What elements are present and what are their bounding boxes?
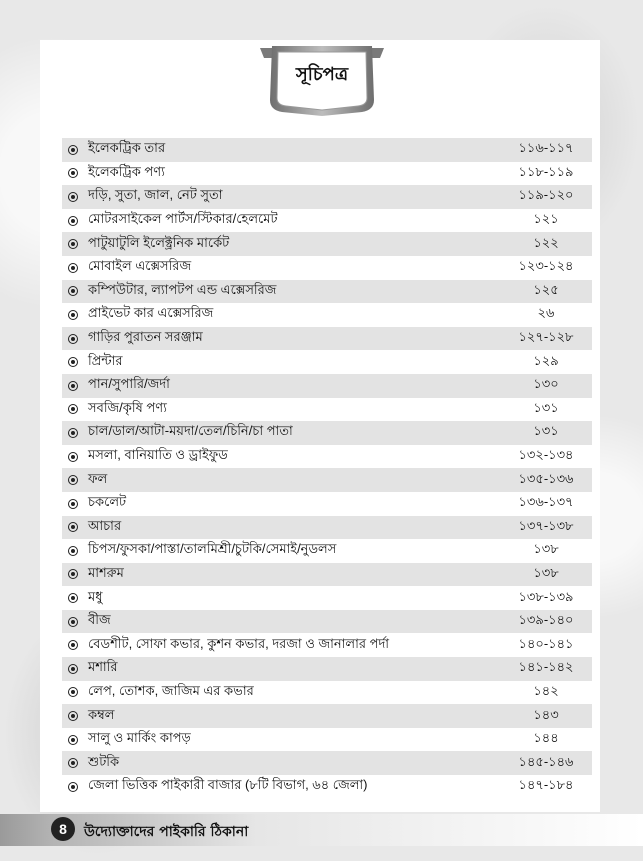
- toc-entry-label: প্রাইভেট কার এক্সেসরিজ: [88, 305, 214, 321]
- toc-entry-pages: ১৪১-১৪২: [518, 659, 574, 675]
- toc-entry-pages: ১৩৮-১৩৯: [518, 588, 574, 604]
- toc-entry-label: চাল/ডাল/আটা-ময়দা/তেল/চিনি/চা পাতা: [88, 423, 293, 439]
- toc-entry-label: লেপ, তোশক, জাজিম এর কভার: [88, 682, 254, 698]
- bullet-icon: [68, 404, 78, 414]
- toc-entry-pages: ১২১: [533, 211, 559, 227]
- bullet-icon: [68, 758, 78, 768]
- toc-row: [62, 445, 592, 469]
- toc-row: [62, 751, 592, 775]
- toc-row: [62, 303, 592, 327]
- toc-entry-label: বেডশীট, সোফা কভার, কুশন কভার, দরজা ও জানালার পর্দা: [88, 635, 390, 651]
- toc-entry-label: চকলেট: [88, 494, 127, 510]
- toc-entry-label: পান/সুপারি/জর্দা: [88, 376, 170, 392]
- bullet-icon: [68, 687, 78, 697]
- toc-entry-label: ফল: [88, 470, 108, 486]
- toc-entry-label: মোবাইল এক্সেসরিজ: [88, 258, 192, 274]
- toc-entry-pages: ১৪৪: [533, 730, 559, 746]
- bullet-icon: [68, 263, 78, 273]
- toc-row: [62, 185, 592, 209]
- toc-row: [62, 633, 592, 657]
- toc-entry-pages: ১৪৫-১৪৬: [518, 753, 574, 769]
- bullet-icon: [68, 357, 78, 367]
- toc-entry-label: মসলা, বানিয়াতি ও ড্রাইফুড: [88, 447, 228, 463]
- bullet-icon: [68, 522, 78, 532]
- toc-entry-label: প্রিন্টার: [88, 352, 123, 368]
- toc-entry-pages: ১৩৭-১৩৮: [518, 517, 574, 533]
- toc-entry-label: ইলেকট্রিক পণ্য: [88, 163, 165, 179]
- bullet-icon: [68, 381, 78, 391]
- bullet-icon: [68, 428, 78, 438]
- footer: [0, 814, 643, 846]
- bullet-icon: [68, 239, 78, 249]
- toc-entry-pages: ১৩০: [533, 376, 559, 392]
- toc-entry-label: পাটুয়াটুলি ইলেক্ট্রনিক মার্কেট: [88, 234, 230, 250]
- toc-entry-pages: ১৩২-১৩৪: [518, 447, 574, 463]
- toc-entry-pages: ১২৫: [533, 281, 559, 297]
- page-title: সূচিপত্র: [295, 64, 349, 85]
- toc-row: [62, 256, 592, 280]
- toc-entry-label: গাড়ির পুরাতন সরঞ্জাম: [88, 329, 203, 345]
- toc-row: [62, 657, 592, 681]
- toc-entry-label: মোটরসাইকেল পার্টস/স্টিকার/হেলমেট: [88, 211, 278, 227]
- bullet-icon: [68, 664, 78, 674]
- toc-row: [62, 232, 592, 256]
- toc-row: [62, 327, 592, 351]
- toc-row: [62, 162, 592, 186]
- bullet-icon: [68, 499, 78, 509]
- toc-entry-label: ইলেকট্রিক তার: [88, 140, 166, 156]
- table-of-contents: [62, 138, 592, 799]
- toc-entry-pages: ১৩৮: [533, 541, 559, 557]
- toc-entry-pages: ১৩৯-১৪০: [518, 612, 574, 628]
- toc-row: [62, 728, 592, 752]
- toc-entry-label: জেলা ভিত্তিক পাইকারী বাজার (৮টি বিভাগ, ৬৪ জেলা): [88, 777, 368, 793]
- toc-row: [62, 610, 592, 634]
- toc-row: [62, 421, 592, 445]
- bullet-icon: [68, 569, 78, 579]
- toc-entry-label: মশারি: [88, 659, 118, 675]
- toc-entry-label: দড়ি, সুতা, জাল, নেট সুতা: [88, 187, 223, 203]
- toc-entry-pages: ১২২: [533, 234, 559, 250]
- toc-entry-pages: ১২৯: [533, 352, 559, 368]
- toc-entry-label: শুটকি: [88, 753, 120, 769]
- bullet-icon: [68, 192, 78, 202]
- bullet-icon: [68, 617, 78, 627]
- toc-row: [62, 209, 592, 233]
- toc-entry-label: চিপস/ফুসকা/পাস্তা/তালমিশ্রী/চুটকি/সেমাই/নুডলস: [88, 541, 337, 557]
- toc-entry-label: মধু: [88, 588, 103, 604]
- footer-title: উদ্যোক্তাদের পাইকারি ঠিকানা: [84, 824, 249, 840]
- bullet-icon: [68, 216, 78, 226]
- toc-entry-label: কম্বল: [88, 706, 115, 722]
- toc-entry-label: মাশরুম: [88, 564, 124, 580]
- bullet-icon: [68, 640, 78, 650]
- bullet-icon: [68, 711, 78, 721]
- toc-entry-pages: ১৩৬-১৩৭: [518, 494, 574, 510]
- toc-entry-pages: ১২৩-১২৪: [518, 258, 574, 274]
- toc-entry-pages: ১১৯-১২০: [518, 187, 574, 203]
- toc-entry-label: সালু ও মার্কিং কাপড়: [88, 730, 191, 746]
- toc-row: [62, 775, 592, 799]
- toc-row: [62, 280, 592, 304]
- toc-entry-pages: ১২৭-১২৮: [518, 329, 574, 345]
- toc-row: [62, 539, 592, 563]
- bullet-icon: [68, 452, 78, 462]
- bullet-icon: [68, 735, 78, 745]
- toc-row: [62, 468, 592, 492]
- bullet-icon: [68, 334, 78, 344]
- bullet-icon: [68, 310, 78, 320]
- title-banner: [256, 44, 388, 118]
- toc-entry-label: বীজ: [88, 612, 111, 628]
- bullet-icon: [68, 286, 78, 296]
- toc-entry-pages: ১১৬-১১৭: [518, 140, 574, 156]
- toc-entry-label: কম্পিউটার, ল্যাপটপ এন্ড এক্সেসরিজ: [88, 281, 277, 297]
- toc-entry-pages: ১৩১: [533, 399, 559, 415]
- toc-row: [62, 516, 592, 540]
- toc-entry-pages: ২৬: [537, 305, 555, 321]
- toc-row: [62, 138, 592, 162]
- toc-row: [62, 374, 592, 398]
- toc-entry-label: আচার: [88, 517, 122, 533]
- bullet-icon: [68, 593, 78, 603]
- toc-entry-pages: ১৪০-১৪১: [518, 635, 574, 651]
- toc-row: [62, 398, 592, 422]
- bullet-icon: [68, 782, 78, 792]
- toc-entry-pages: ১৩১: [533, 423, 559, 439]
- bullet-icon: [68, 475, 78, 485]
- page-number: 8: [51, 817, 75, 841]
- toc-row: [62, 704, 592, 728]
- toc-row: [62, 563, 592, 587]
- toc-entry-pages: ১৩৮: [533, 564, 559, 580]
- toc-row: [62, 492, 592, 516]
- toc-entry-pages: ১৩৫-১৩৬: [518, 470, 574, 486]
- toc-row: [62, 681, 592, 705]
- bullet-icon: [68, 145, 78, 155]
- bullet-icon: [68, 168, 78, 178]
- toc-entry-label: সবজি/কৃষি পণ্য: [88, 399, 167, 415]
- toc-row: [62, 586, 592, 610]
- toc-entry-pages: ১১৮-১১৯: [518, 163, 574, 179]
- toc-entry-pages: ১৪৩: [533, 706, 559, 722]
- toc-entry-pages: ১৪৭-১৮৪: [518, 777, 574, 793]
- toc-row: [62, 350, 592, 374]
- bullet-icon: [68, 546, 78, 556]
- toc-entry-pages: ১৪২: [533, 682, 559, 698]
